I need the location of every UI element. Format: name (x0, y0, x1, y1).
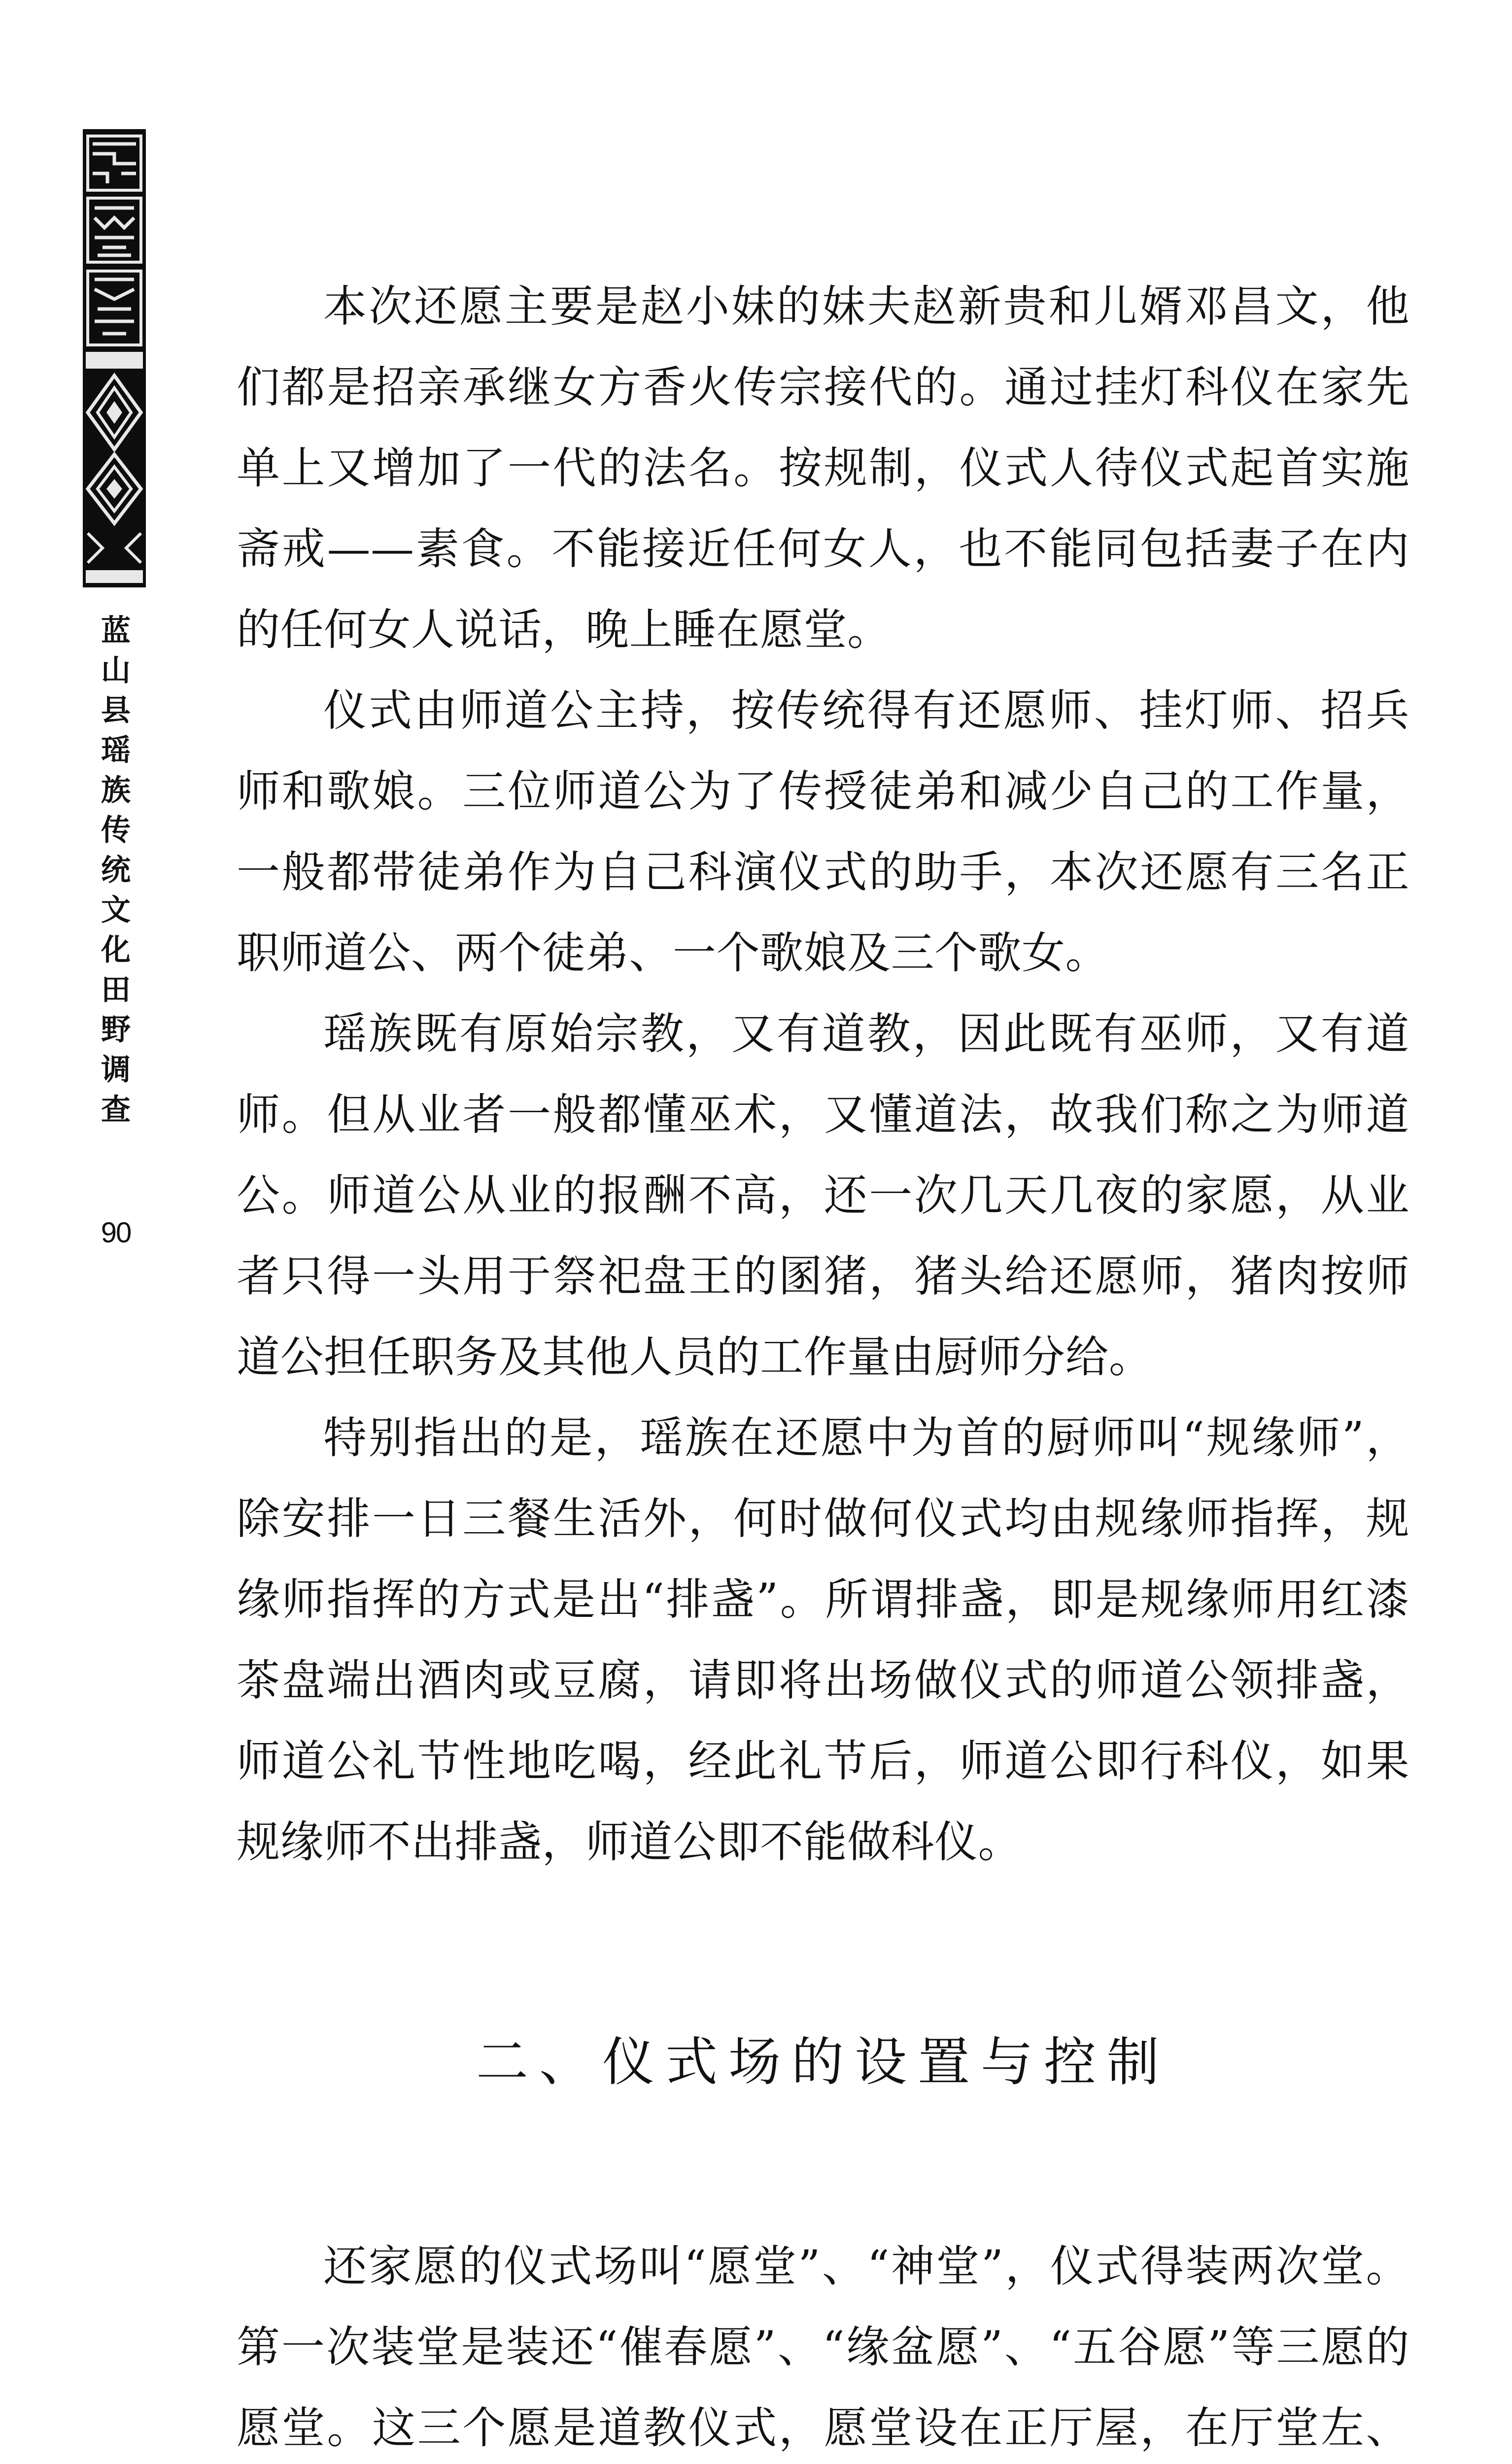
paragraph: 特别指出的是，瑶族在还愿中为首的厨师叫“规缘师”，除安排一日三餐生活外，何时做何仪式均由规缘师指挥，规缘师指挥的方式是出“排盏”。所谓排盏，即是规缘师用红漆茶盘端出酒肉或豆腐，请即将出场做仪式的师道公领排盏，师道公礼节性地吃喝，经此礼节后，师道公即行科仪，如果规缘师不出排盏，师道公即不能做科仪。 (237, 1412, 1409, 1867)
running-title-char: 山 (101, 653, 131, 688)
running-title-char: 化 (101, 933, 131, 967)
body-text (237, 266, 1409, 2464)
running-title-char: 调 (101, 1053, 131, 1087)
running-title-char: 野 (101, 1013, 131, 1047)
running-title-char: 县 (101, 693, 131, 728)
running-title-char: 蓝 (101, 614, 131, 648)
paragraph: 仪式由师道公主持，按传统得有还愿师、挂灯师、招兵师和歌娘。三位师道公为了传授徒弟和减少自己的工作量，一般都带徒弟作为自己科演仪式的助手，本次还愿有三名正职师道公、两个徒弟、一个歌娘及三个歌女。 (237, 685, 1409, 978)
paragraph: 瑶族既有原始宗教，又有道教，因此既有巫师，又有道师。但从业者一般都懂巫术，又懂道法，故我们称之为师道公。师道公从业的报酬不高，还一次几天几夜的家愿，从业者只得一头用于祭祀盘王的圂猪，猪头给还愿师，猪肉按师道公担任职务及其他人员的工作量由厨师分给。 (237, 1008, 1409, 1382)
running-title (89, 611, 143, 1130)
paragraph: 还家愿的仪式场叫“愿堂”、“神堂”，仪式得装两次堂。第一次装堂是装还“催春愿”、“缘盆愿”、“五谷愿”等三愿的愿堂。这三个愿是道教仪式，愿堂设在正厅屋，在厅堂左、 (237, 2241, 1409, 2453)
paragraph: 本次还愿主要是赵小妹的妹夫赵新贵和儿婿邓昌文，他们都是招亲承继女方香火传宗接代的。通过挂灯科仪在家先单上又增加了一代的法名。按规制，仪式人待仪式起首实施斋戒——素食。不能接近任何女人，也不能同包括妻子在内的任何女人说话，晚上睡在愿堂。 (237, 281, 1409, 655)
section-heading: 二、仪式场的设置与控制 (476, 2032, 1170, 2092)
running-title-char: 传 (101, 813, 131, 848)
decorative-banner (83, 129, 146, 587)
running-title-char: 田 (101, 973, 131, 1007)
page-number: 90 (101, 1217, 131, 1249)
brocade-pattern-icon (83, 129, 146, 587)
running-title-char: 文 (101, 893, 131, 927)
running-title-char: 查 (101, 1093, 131, 1127)
running-title-char: 瑶 (101, 733, 131, 768)
running-title-char: 统 (101, 853, 131, 888)
running-title-char: 族 (101, 773, 131, 808)
